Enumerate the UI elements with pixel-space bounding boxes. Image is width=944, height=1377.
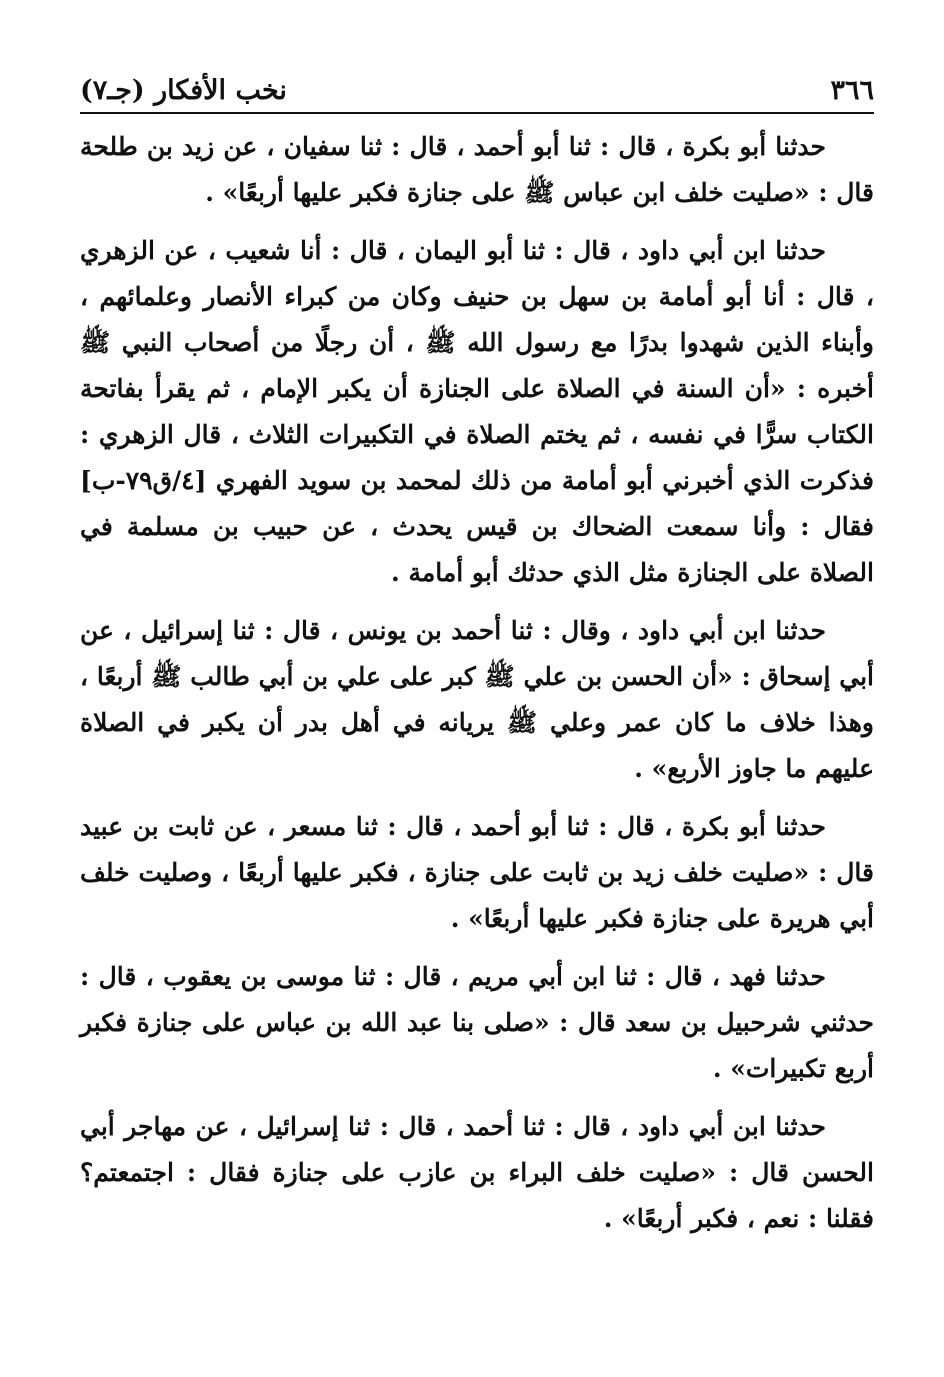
hadith-paragraph: حدثنا أبو بكرة ، قال : ثنا أبو أحمد ، قال : ثنا مسعر ، عن ثابت بن عبيد قال : «صليت خلف زيد بن ثابت على جنازة ، فكبر عليها أربعًا ، وصليت خلف أبي هريرة على جنازة فكبر عليها أربعًا» . bbox=[80, 812, 874, 933]
hadith-paragraph: حدثنا ابن أبي داود ، قال : ثنا أبو اليمان ، قال : أنا شعيب ، عن الزهري ، قال : أنا أبو أمامة بن سهل بن حنيف وكان من كبراء الأنصار وعلمائهم ، وأبناء الذين شهدوا بدرًا مع رسول الله ﷺ ، أن رجلًا من أصحاب النبي ﷺ أخبره : «أن السنة في الصلاة على الجنازة أن يكبر الإمام ، ثم يقرأ بفاتحة الكتاب سرًّا في نفسه ، ثم يختم الصلاة في التكبيرات الثلاث ، قال الزهري : فذكرت الذي أخبرني أبو أمامة من ذلك لمحمد بن سويد الفهري [٤/ق٧٩-ب] فقال : وأنا سمعت الضحاك بن قيس يحدث ، عن حبيب بن مسلمة في الصلاة على الجنازة مثل الذي حدثك أبو أمامة . bbox=[80, 236, 874, 587]
hadith-paragraph: حدثنا ابن أبي داود ، وقال : ثنا أحمد بن يونس ، قال : ثنا إسرائيل ، عن أبي إسحاق : «أن الحسن بن علي ﷺ كبر على علي بن أبي طالب ﷺ أربعًا ، وهذا خلاف ما كان عمر وعلي ﷺ يريانه في أهل بدر أن يكبر في الصلاة عليهم ما جاوز الأربع» . bbox=[80, 616, 874, 783]
page-number: ٣٦٦ bbox=[830, 75, 874, 106]
header-divider bbox=[80, 112, 874, 114]
running-header bbox=[80, 64, 874, 106]
hadith-paragraph: حدثنا أبو بكرة ، قال : ثنا أبو أحمد ، قال : ثنا سفيان ، عن زيد بن طلحة قال : «صليت خلف ابن عباس ﷺ على جنازة فكبر عليها أربعًا» . bbox=[80, 132, 874, 207]
hadith-paragraph: حدثنا ابن أبي داود ، قال : ثنا أحمد ، قال : ثنا إسرائيل ، عن مهاجر أبي الحسن قال : «صليت خلف البراء بن عازب على جنازة فقال : اجتمعتم؟ فقلنا : نعم ، فكبر أربعًا» . bbox=[80, 1112, 874, 1233]
book-title: نخب الأفكار (جـ٧) bbox=[80, 75, 287, 106]
hadith-paragraph: حدثنا فهد ، قال : ثنا ابن أبي مريم ، قال : ثنا موسى بن يعقوب ، قال : حدثني شرحبيل بن سعد قال : «صلى بنا عبد الله بن عباس على جنازة فكبر أربع تكبيرات» . bbox=[80, 962, 874, 1083]
hadith-text-body bbox=[80, 124, 874, 1254]
